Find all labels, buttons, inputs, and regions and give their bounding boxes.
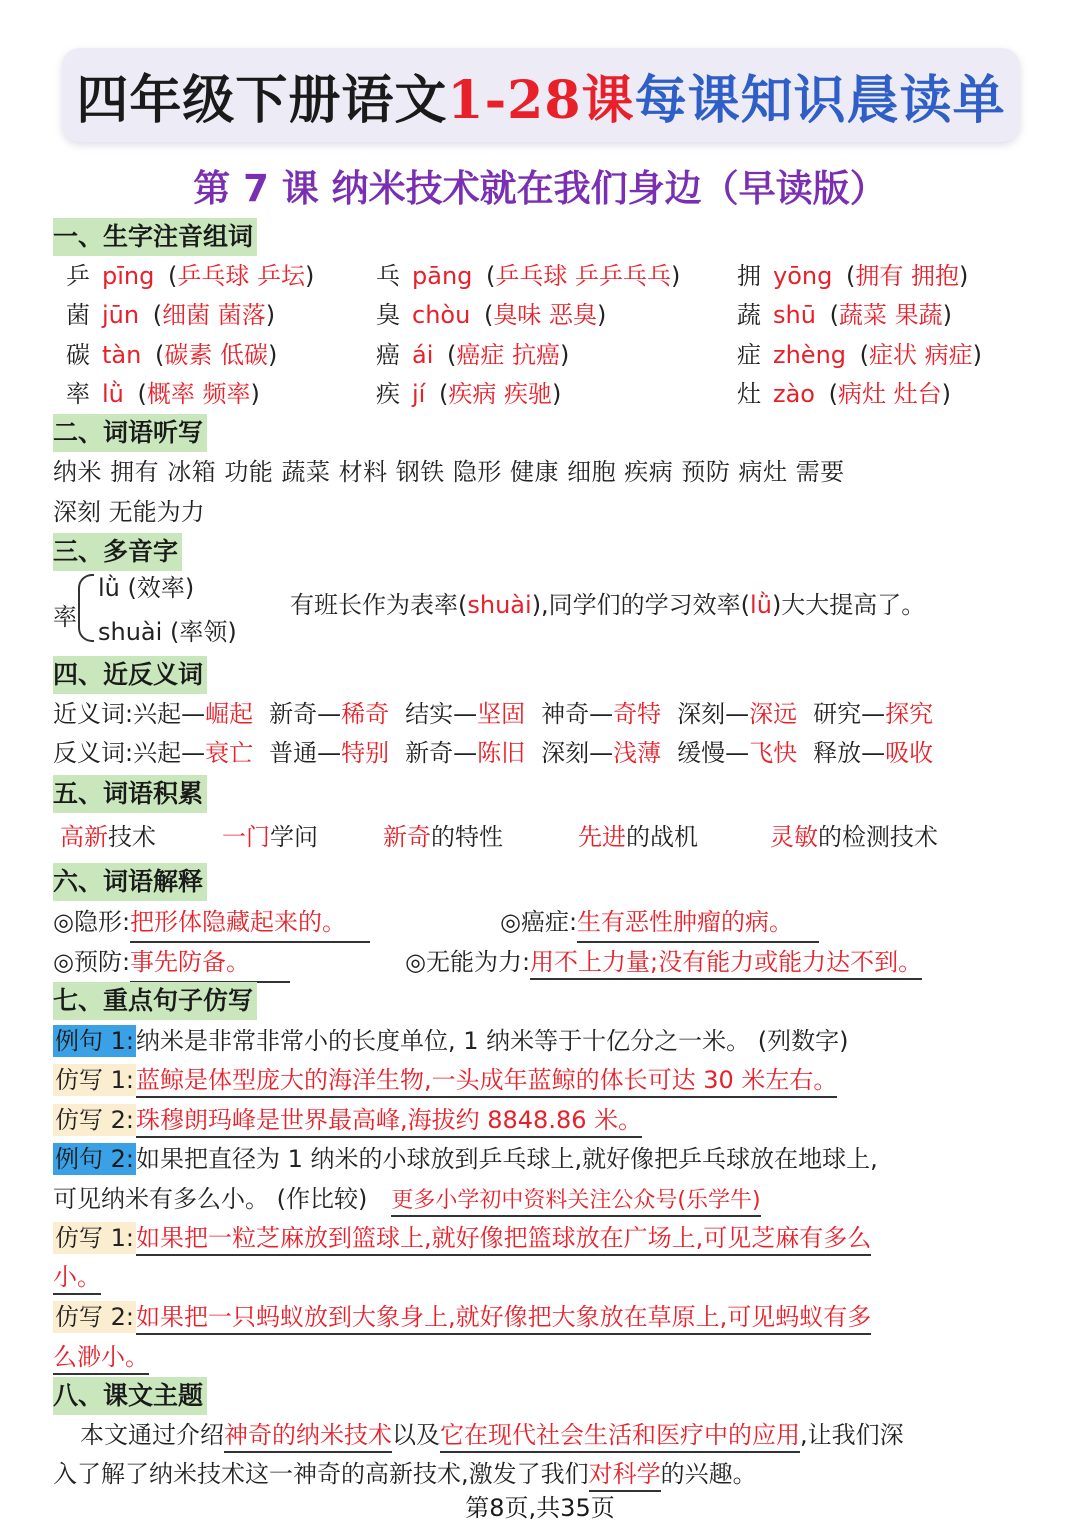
phrase-item: 新奇的特性 [383,823,503,851]
char-entry: 癌 ái (癌症 抗癌) [376,341,570,369]
imitation-2-2-cont: 么渺小。 [53,1340,149,1374]
char-entry: 乓 pāng (乒乓球 乒乒乓乓) [376,262,681,290]
explain-item-3: ◎预防:事先防备。 [53,945,290,983]
section-heading-1: 一、生字注音组词 [53,218,257,256]
example-sentence-1: 例句 1:纳米是非常非常小的长度单位, 1 纳米等于十亿分之一米。 (列数字) [55,1027,849,1055]
antonyms-pair: 普通—特别 [269,739,390,767]
char-entry: 乒 pīng (乒乓球 乒坛) [66,262,315,290]
explain-item-1: ◎隐形:把形体隐藏起来的。 [53,905,370,943]
char-entry: 蔬 shū (蔬菜 果蔬) [737,301,952,329]
section-heading-3: 三、多音字 [53,533,182,571]
char-entry: 碳 tàn (碳素 低碳) [66,341,278,369]
char-entry: 菌 jūn (细菌 菌落) [66,301,276,329]
antonyms-pair: 缓慢—飞快 [677,739,798,767]
imitation-2-1: 仿写 1:如果把一粒芝麻放到篮球上,就好像把篮球放在广场上,可见芝麻有多么 [53,1221,871,1255]
section-heading-6: 六、词语解释 [53,863,207,901]
title-part-3: 每课知识晨读单 [634,69,1006,131]
lesson-subtitle: 第 7 课 纳米技术就在我们身边（早读版） [193,167,887,210]
synonyms-pair: 新奇—稀奇 [269,700,390,728]
imitation-1-1: 仿写 1:蓝鲸是体型庞大的海洋生物,一头成年蓝鲸的体长可达 30 米左右。 [53,1063,837,1097]
char-entry: 症 zhèng (症状 病症) [737,341,983,369]
imitation-1-2: 仿写 2:珠穆朗玛峰是世界最高峰,海拔约 8848.86 米。 [53,1103,642,1137]
explain-item-2: ◎癌症:生有恶性肿瘤的病。 [500,905,819,943]
theme-line-1: 本文通过介绍神奇的纳米技术以及它在现代社会生活和医疗中的应用,让我们深 [80,1418,904,1452]
char-entry: 率 lǜ (概率 频率) [66,380,260,408]
antonyms-pair: 释放—吸收 [813,739,934,767]
synonyms-pair: 研究—探究 [813,700,934,728]
phrase-item: 高新技术 [60,823,156,851]
section-heading-7: 七、重点句子仿写 [53,982,257,1020]
section-heading-5: 五、词语积累 [53,775,207,813]
example-sentence-2: 例句 2:如果把直径为 1 纳米的小球放到乒乓球上,就好像把乒乓球放在地球上, [55,1145,878,1173]
dictation-line-1: 纳米 拥有 冰箱 功能 蔬菜 材料 钢铁 隐形 健康 细胞 疾病 预防 病灶 需要 [53,458,845,486]
imitation-2-2: 仿写 2:如果把一只蚂蚁放到大象身上,就好像把大象放在草原上,可见蚂蚁有多 [53,1300,871,1334]
antonyms-label: 反义词: [53,739,134,767]
theme-line-2: 入了解了纳米技术这一神奇的高新技术,激发了我们对科学的兴趣。 [53,1457,757,1491]
promo-text: 更多小学初中资料关注公众号(乐学牛) [391,1188,760,1217]
polyphone-reading-1: lǜ (效率) [98,574,195,602]
title-part-2: 1-28课 [447,69,635,131]
polyphone-sentence: 有班长作为表率(shuài),同学们的学习效率(lǜ)大大提高了。 [290,591,926,619]
char-entry: 臭 chòu (臭味 恶臭) [376,301,607,329]
polyphone-reading-2: shuài (率领) [98,618,237,646]
synonyms-line [53,697,933,731]
synonyms-label: 近义词: [53,700,134,728]
phrase-item: 灵敏的检测技术 [770,823,938,851]
phrase-item: 先进的战机 [578,823,698,851]
antonyms-pair: 兴起—衰亡 [133,739,254,767]
antonyms-pair: 新奇—陈旧 [405,739,526,767]
phrase-item: 一门学问 [222,823,318,851]
polyphone-char: 率 [53,603,77,631]
section-heading-4: 四、近反义词 [53,656,207,694]
char-entry: 拥 yōng (拥有 拥抱) [737,262,969,290]
synonyms-pair: 结实—坚固 [405,700,526,728]
brace-icon [78,574,94,642]
section-heading-2: 二、词语听写 [53,414,207,452]
char-entry: 灶 zào (病灶 灶台) [737,380,952,408]
synonyms-pair: 兴起—崛起 [133,700,254,728]
imitation-2-1-cont: 小。 [53,1260,101,1294]
title-part-1: 四年级下册语文 [76,69,448,131]
section-heading-8: 八、课文主题 [53,1377,207,1415]
antonyms-pair: 深刻—浅薄 [541,739,662,767]
antonyms-line [53,736,933,770]
synonyms-pair: 深刻—深远 [677,700,798,728]
char-entry: 疾 jí (疾病 疾驰) [376,380,562,408]
explain-item-4: ◎无能为力:用不上力量;没有能力或能力达不到。 [405,945,922,979]
synonyms-pair: 神奇—奇特 [541,700,662,728]
dictation-line-2: 深刻 无能为力 [53,498,205,526]
title-banner [62,48,1020,142]
page-footer: 第8页,共35页 [465,1494,615,1522]
example-sentence-2-cont: 可见纳米有多么小。 (作比较) 更多小学初中资料关注公众号(乐学牛) [53,1182,761,1218]
